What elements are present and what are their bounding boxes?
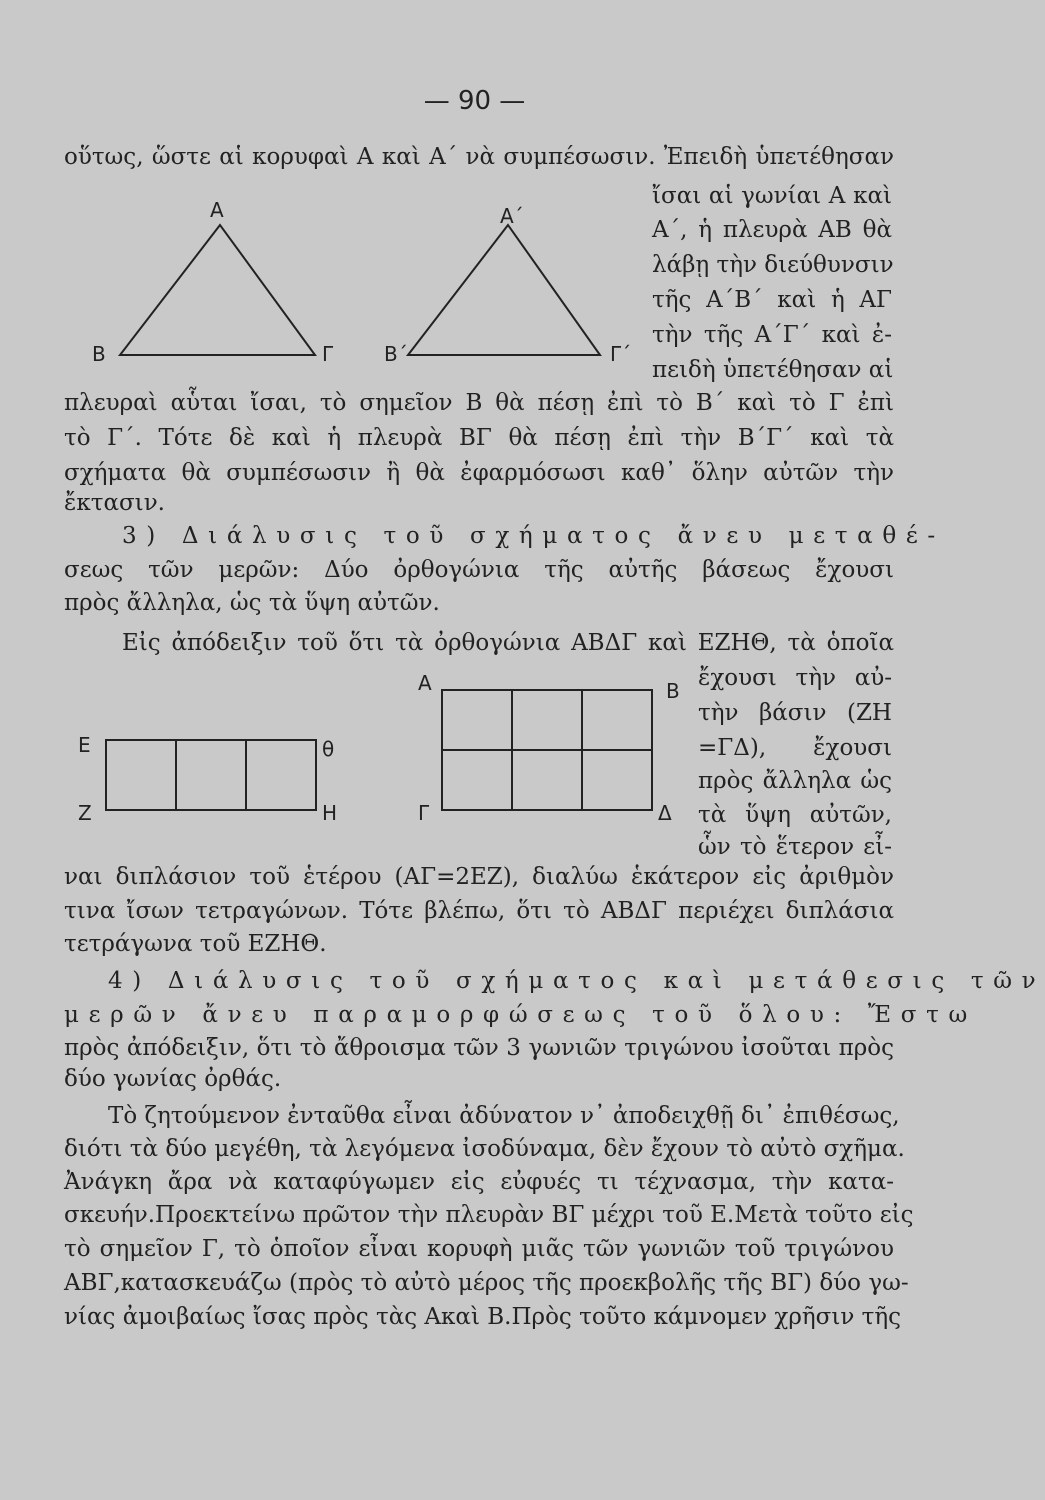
- text-line: μερῶν ἄνευ παραμορφώσεως τοῦ ὅλου: Ἔστω: [64, 1002, 977, 1028]
- vertex-label: Γ΄: [610, 342, 632, 366]
- text-line: οὕτως, ὥστε αἱ κορυφαὶ Α καὶ Α΄ νὰ συμπέσωσιν. Ἐπειδὴ ὑπετέθησαν: [64, 144, 894, 170]
- rectangle-shape: [106, 740, 316, 810]
- text-line: ἔχουσι τὴν αὐ-: [698, 665, 892, 691]
- text-line: τὰ ὕψη αὐτῶν,: [698, 802, 892, 828]
- text-line: πλευραὶ αὗται ἴσαι, τὸ σημεῖον Β θὰ πέσῃ ἐπὶ τὸ Β΄ καὶ τὸ Γ ἐπὶ: [64, 390, 894, 416]
- text-line: διότι τὰ δύο μεγέθη, τὰ λεγόμενα ἰσοδύναμα, δὲν ἔχουν τὸ αὐτὸ σχῆμα.: [64, 1136, 905, 1162]
- triangle-shape: [120, 225, 315, 355]
- vertex-label: H: [322, 801, 338, 825]
- triangle-A1B1G1: [384, 204, 631, 366]
- page-number: — 90 —: [423, 86, 526, 116]
- text-line: ΑΒΓ,κατασκευάζω (πρὸς τὸ αὐτὸ μέρος τῆς προεκβολῆς τῆς ΒΓ) δύο γω-: [64, 1270, 909, 1296]
- triangles-figure: [90, 195, 650, 375]
- rectangles-figure: [70, 670, 690, 830]
- text-line: ἔκτασιν.: [64, 490, 165, 516]
- text-line: Εἰς ἀπόδειξιν τοῦ ὅτι τὰ ὀρθογώνια ΑΒΔΓ καὶ ΕΖΗΘ, τὰ ὁποῖα: [122, 630, 894, 656]
- text-line: πρὸς ἄλληλα, ὡς τὰ ὕψη αὐτῶν.: [64, 590, 440, 616]
- text-line: Ἀνάγκη ἄρα νὰ καταφύγωμεν εἰς εὐφυές τι τέχνασμα, τὴν κατα-: [64, 1169, 894, 1195]
- vertex-label: Γ: [322, 342, 334, 366]
- text-line: τῆς Α΄Β΄ καὶ ἡ ΑΓ: [652, 287, 892, 313]
- text-line: ναι διπλάσιον τοῦ ἑτέρου (ΑΓ=2ΕΖ), διαλύω ἑκάτερον εἰς ἀριθμὸν: [64, 864, 894, 890]
- vertex-label: A΄: [500, 204, 524, 228]
- vertex-label: B΄: [384, 342, 408, 366]
- vertex-label: B: [92, 342, 106, 366]
- text-line: δύο γωνίας ὀρθάς.: [64, 1066, 282, 1092]
- triangle-ABG: [92, 198, 334, 366]
- vertex-label: A: [210, 198, 224, 222]
- text-line: Α΄, ἡ πλευρὰ ΑΒ θὰ: [652, 217, 892, 243]
- vertex-label: Δ: [658, 801, 672, 825]
- rectangle-ABDG: [418, 671, 680, 825]
- vertex-label: A: [418, 671, 432, 695]
- text-line: ἴσαι αἱ γωνίαι Α καὶ: [652, 183, 892, 209]
- text-line: τινα ἴσων τετραγώνων. Τότε βλέπω, ὅτι τὸ ΑΒΔΓ περιέχει διπλάσια: [64, 898, 894, 924]
- vertex-label: θ: [322, 737, 335, 761]
- text-line: τὸ σημεῖον Γ, τὸ ὁποῖον εἶναι κορυφὴ μιᾶς τῶν γωνιῶν τοῦ τριγώνου: [64, 1236, 894, 1262]
- vertex-label: B: [666, 679, 680, 703]
- vertex-label: E: [78, 733, 91, 757]
- triangle-shape: [408, 225, 600, 355]
- text-line: τὴν τῆς Α΄Γ΄ καὶ ἐ-: [652, 322, 892, 348]
- text-line: πειδὴ ὑπετέθησαν αἱ: [652, 357, 894, 383]
- vertex-label: Z: [78, 801, 92, 825]
- vertex-label: Γ: [418, 801, 430, 825]
- text-line: πρὸς ἄλληλα ὡς: [698, 768, 892, 794]
- text-line: τὸ Γ΄. Τότε δὲ καὶ ἡ πλευρὰ ΒΓ θὰ πέσῃ ἐπὶ τὴν Β΄Γ΄ καὶ τὰ: [64, 425, 894, 451]
- text-line: Τὸ ζητούμενον ἐνταῦθα εἶναι ἀδύνατον ν᾽ ἀποδειχθῇ δι᾽ ἐπιθέσως,: [108, 1103, 900, 1129]
- section-heading: 3) Διάλυσις τοῦ σχήματος ἄνευ μεταθέ-: [122, 523, 945, 549]
- text-line: τὴν βάσιν (ΖΗ: [698, 700, 892, 726]
- text-line: σχήματα θὰ συμπέσωσιν ἢ θὰ ἐφαρμόσωσι καθ᾽ ὅλην αὐτῶν τὴν: [64, 460, 894, 486]
- text-line: σεως τῶν μερῶν: Δύο ὀρθογώνια τῆς αὐτῆς βάσεως ἔχουσι: [64, 557, 894, 583]
- text-line: νίας ἀμοιβαίως ἴσας πρὸς τὰς Ακαὶ Β.Πρὸς τοῦτο κάμνομεν χρῆσιν τῆς: [64, 1304, 902, 1330]
- text-line: ὧν τὸ ἕτερον εἶ-: [698, 834, 892, 860]
- section-heading: 4) Διάλυσις τοῦ σχήματος καὶ μετάθεσις τῶν: [108, 968, 1045, 994]
- text-line: πρὸς ἀπόδειξιν, ὅτι τὸ ἄθροισμα τῶν 3 γωνιῶν τριγώνου ἰσοῦται πρὸς: [64, 1035, 894, 1061]
- text-line: σκευήν.Προεκτείνω πρῶτον τὴν πλευρὰν ΒΓ μέχρι τοῦ Ε.Μετὰ τοῦτο εἰς: [64, 1202, 914, 1228]
- text-line: λάβῃ τὴν διεύθυνσιν: [652, 252, 894, 278]
- text-line: τετράγωνα τοῦ ΕΖΗΘ.: [64, 931, 327, 957]
- text-line: =ΓΔ), ἔχουσι: [698, 735, 892, 761]
- rectangle-EZHTh: [78, 733, 337, 825]
